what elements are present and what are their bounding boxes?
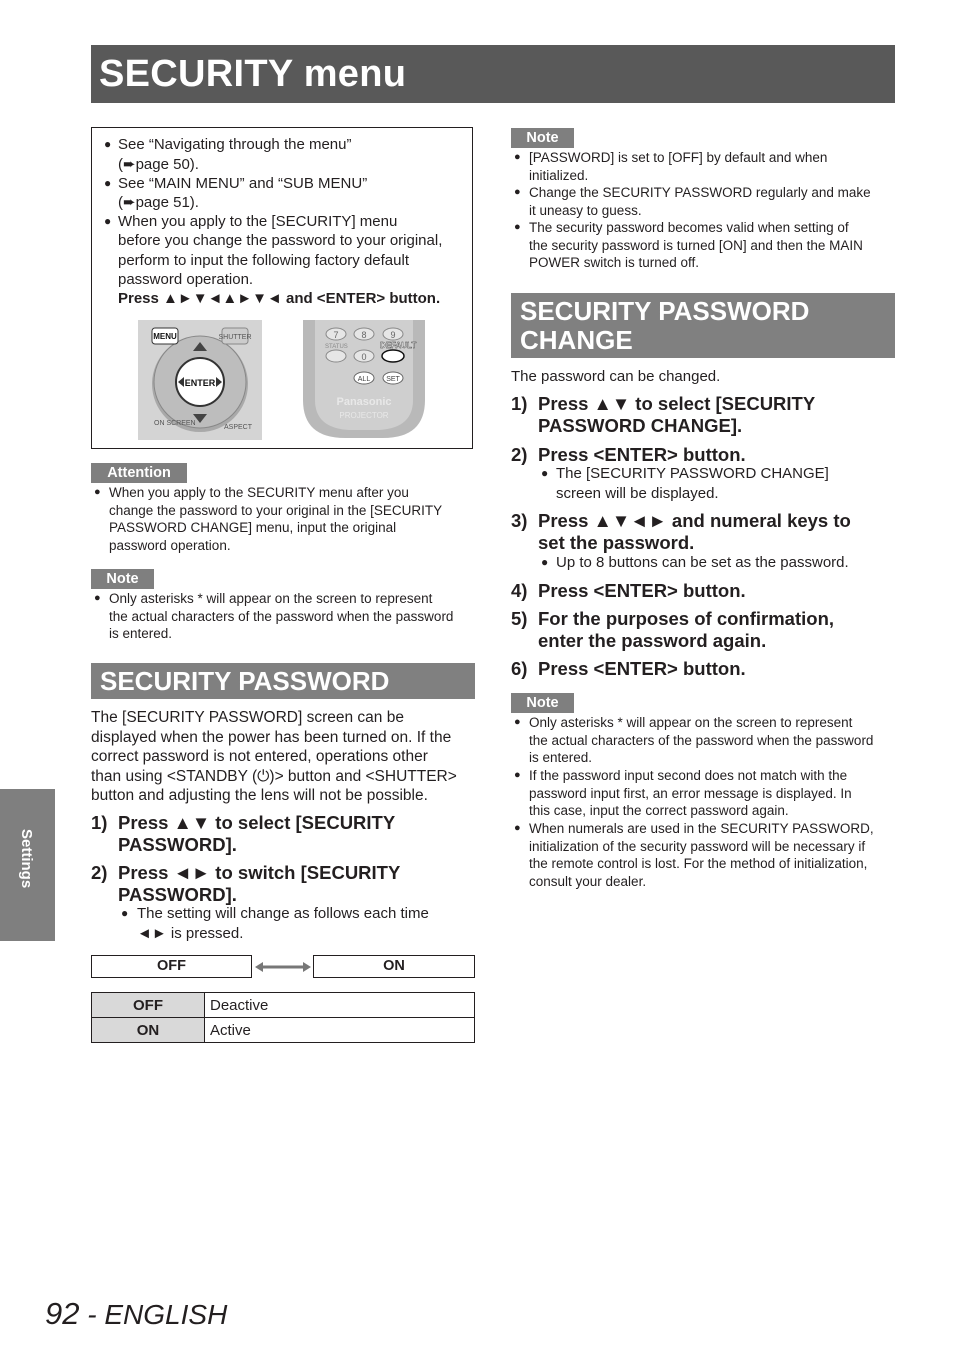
note-label: Note (91, 569, 154, 589)
power-icon: ⏻ (257, 767, 270, 785)
toggle-off: OFF (91, 955, 252, 978)
svg-text:PROJECTOR: PROJECTOR (339, 411, 389, 420)
box-line: password operation. (118, 271, 254, 288)
note-text: ● Change the SECURITY PASSWORD regularly and make it uneasy to guess. (514, 185, 871, 218)
attention-label: Attention (91, 463, 187, 483)
page-title: SECURITY menu (99, 53, 407, 95)
svg-text:9: 9 (390, 330, 396, 340)
step-note: The [SECURITY PASSWORD CHANGE] screen will be displayed. (556, 465, 829, 502)
box-line: (➨page 50). (118, 156, 199, 173)
step-item: 1) Press ▲▼ to select [SECURITY PASSWORD]. (91, 812, 396, 855)
setting-table (91, 992, 475, 1043)
bullet-icon: ● (514, 186, 521, 198)
default-button (382, 350, 404, 362)
section-intro: The password can be changed. (511, 368, 721, 385)
page-title-bar (91, 45, 895, 103)
svg-text:Panasonic: Panasonic (336, 396, 392, 408)
step-item: 6) Press <ENTER> button. (511, 658, 746, 679)
bullet-icon: ● (514, 822, 521, 834)
step-item: 2) Press ◄► to switch [SECURITY PASSWORD]. (91, 862, 401, 905)
step-note: The setting will change as follows each time ◄► is pressed. (137, 905, 429, 942)
svg-text:DEFAULT: DEFAULT (380, 341, 417, 350)
bullet-icon: ● (104, 176, 112, 190)
password-sequence: Press ▲►▼◄▲►▼◄ and <ENTER> button. (118, 290, 441, 307)
box-line: See “MAIN MENU” and “SUB MENU” (118, 175, 368, 192)
step-item: 4) Press <ENTER> button. (511, 580, 746, 601)
bullet-icon: ● (94, 592, 101, 604)
footer-language: - ENGLISH (87, 1299, 228, 1330)
step-item: 1) Press ▲▼ to select [SECURITY PASSWORD CHANGE]. (511, 393, 816, 436)
bullet-icon: ● (514, 716, 521, 728)
note-text: ● When numerals are used in the SECURITY PASSWORD, initialization of the security password will be necessary if the remote control is lost. For the method of initialization, consult your dealer. (514, 821, 874, 890)
page-number: 92 (45, 1296, 80, 1331)
double-arrow-icon (255, 960, 311, 974)
arrow-right-icon: ➨ (123, 156, 136, 173)
svg-text:STATUS: STATUS (325, 344, 348, 350)
note-text: ● Only asterisks * will appear on the screen to represent the actual characters of the password when the password is entered. (94, 591, 454, 642)
arrow-right-icon: ➨ (123, 194, 136, 211)
box-line: before you change the password to your original, (118, 232, 443, 249)
table-row: ON Active (92, 1018, 475, 1043)
bullet-icon: ● (104, 137, 112, 151)
section-intro: The [SECURITY PASSWORD] screen can be displayed when the power has been turned on. If the correct password is not entered, operations other than using <STANDBY (⏻)> button and <SHUTTER> button and adjusting the lens will not be possible. (91, 709, 457, 804)
svg-text:7: 7 (333, 330, 339, 340)
on-screen-label: ON SCREEN (154, 420, 196, 427)
svg-text:0: 0 (361, 352, 367, 362)
note-text: ● The security password becomes valid when setting of the security password is turned [ON] and then the MAIN POWER switch is turned off. (514, 220, 863, 271)
box-line: (➨page 51). (118, 194, 199, 211)
page-footer (45, 1296, 227, 1332)
bullet-icon: ● (94, 486, 101, 498)
box-line: See “Navigating through the menu” (118, 136, 352, 153)
svg-text:8: 8 (361, 330, 367, 340)
step-item: 2) Press <ENTER> button. (511, 444, 746, 465)
bullet-icon: ● (104, 214, 112, 228)
step-item: 3) Press ▲▼◄► and numeral keys to set the password. (511, 510, 851, 553)
side-tab-settings (0, 789, 55, 941)
section-heading: SECURITY PASSWORD CHANGE (511, 293, 895, 358)
bullet-icon: ● (121, 906, 129, 920)
box-line: perform to input the following factory default (118, 252, 409, 269)
aspect-label: ASPECT (224, 424, 253, 431)
side-tab-label: Settings (18, 829, 35, 889)
svg-text:SET: SET (386, 376, 400, 383)
bullet-icon: ● (541, 466, 549, 480)
note-text: ● Only asterisks * will appear on the screen to represent the actual characters of the password when the password is entered. (514, 715, 874, 766)
step-item: 5) For the purposes of confirmation, enter the password again. (511, 608, 835, 651)
note-label: Note (511, 693, 574, 713)
note-text: ● [PASSWORD] is set to [OFF] by default and when initialized. (514, 150, 828, 183)
menu-label: MENU (153, 332, 177, 341)
note-text: ● If the password input second does not match with the password input first, an error message is displayed. In this case, input the correct password again. (514, 768, 852, 819)
table-row: OFF Deactive (92, 993, 475, 1018)
remote-keypad-illustration (303, 320, 425, 440)
toggle-on: ON (313, 955, 475, 978)
svg-text:ALL: ALL (357, 376, 371, 383)
bullet-icon: ● (514, 769, 521, 781)
box-line: When you apply to the [SECURITY] menu (118, 213, 398, 230)
note-label: Note (511, 128, 574, 148)
enter-label: ENTER (184, 378, 216, 388)
bullet-icon: ● (514, 221, 521, 233)
bullet-icon: ● (514, 151, 521, 163)
section-heading: SECURITY PASSWORD (91, 663, 475, 699)
shutter-label: SHUTTER (218, 334, 252, 341)
step-note: Up to 8 buttons can be set as the password. (556, 554, 849, 571)
remote-dpad-illustration (138, 320, 262, 440)
bullet-icon: ● (541, 555, 549, 569)
attention-text: ● When you apply to the SECURITY menu after you change the password to your original in the [SECURITY PASSWORD CHANGE] menu, input the original password operation. (94, 485, 443, 554)
